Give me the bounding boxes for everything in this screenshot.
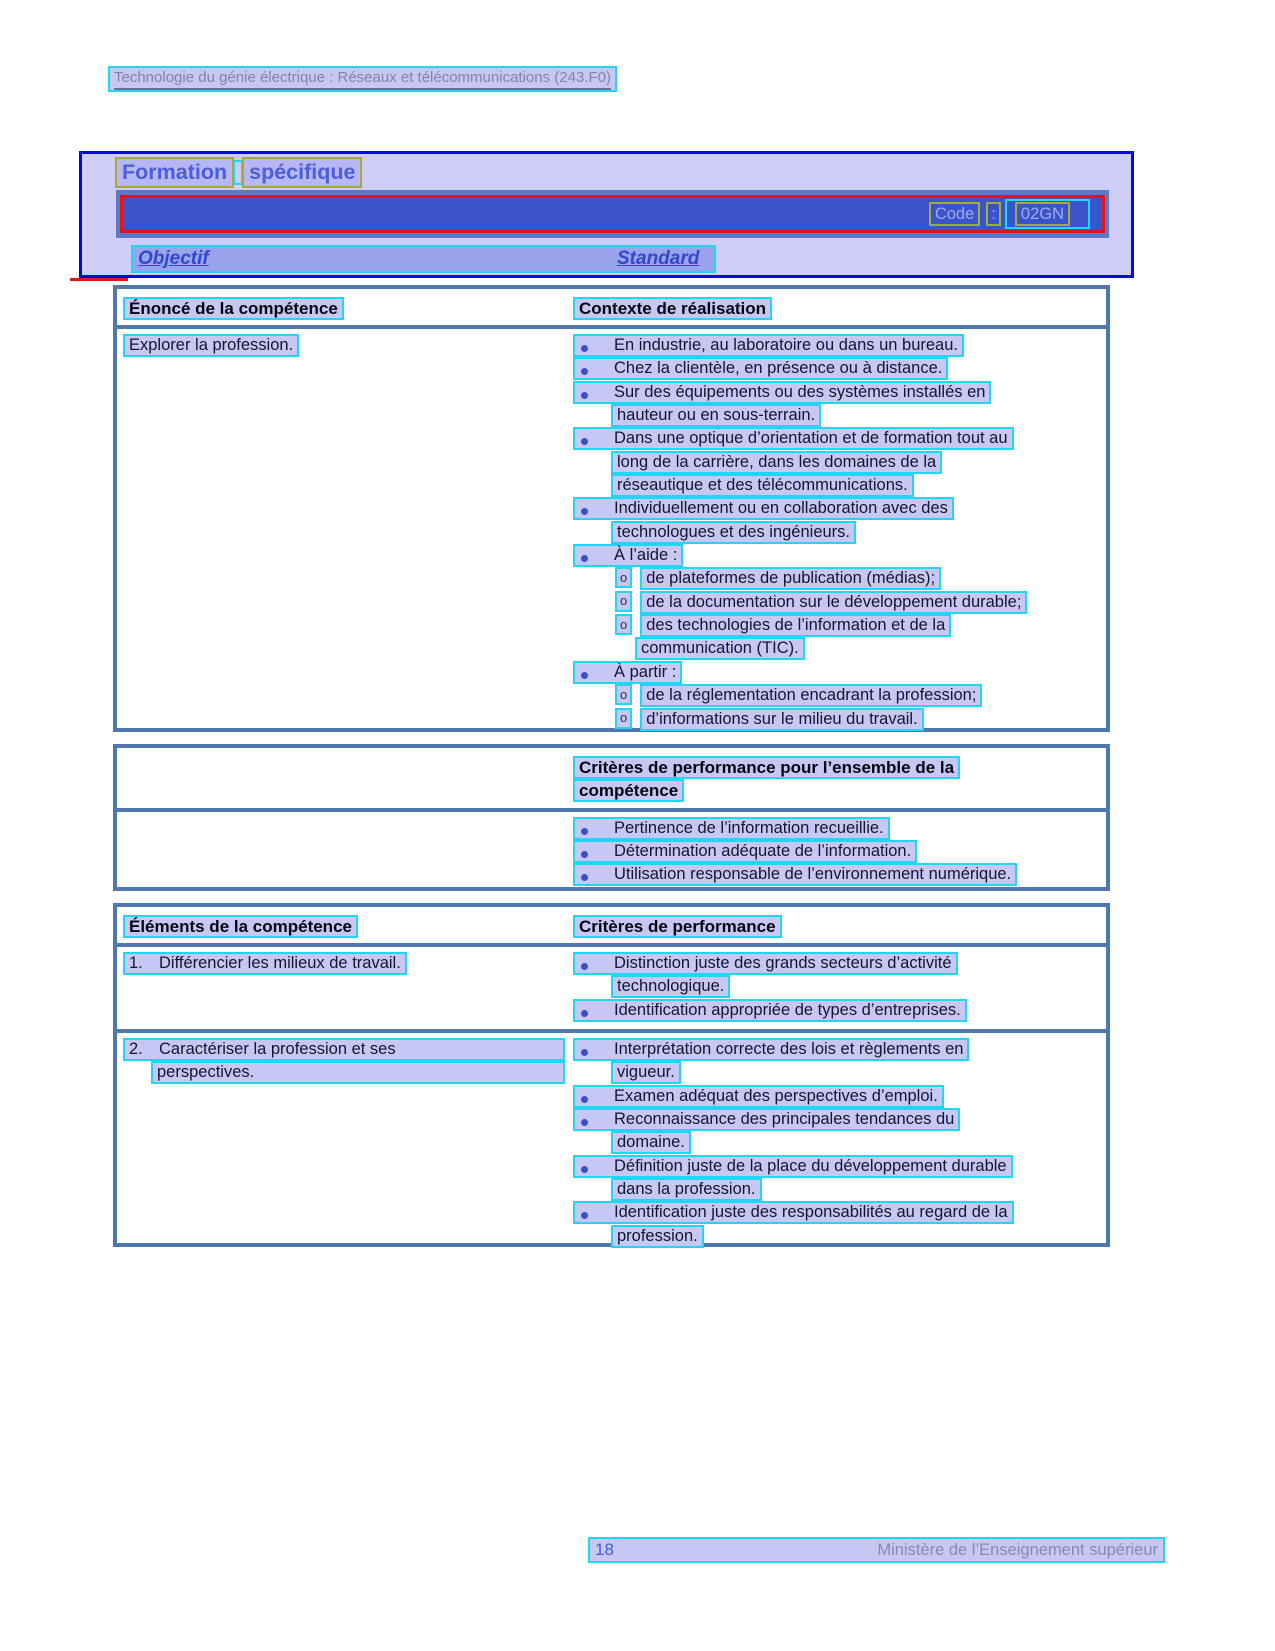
element-line	[123, 1061, 573, 1084]
text-line-box: Interprétation correcte des lois et règlements en	[614, 1040, 964, 1058]
text-line-box: profession.	[611, 1225, 704, 1248]
text-line-box: communication (TIC).	[635, 637, 805, 660]
text-line-box: Distinction juste des grands secteurs d’activité	[614, 954, 952, 972]
table1-header-cell-left	[123, 297, 573, 320]
column-header: Contexte de réalisation	[573, 297, 772, 320]
text-line-box	[573, 544, 683, 567]
text-line-box: Détermination adéquate de l’information.	[614, 842, 912, 861]
formation-specifique-banner	[79, 151, 1134, 278]
criteres-list	[573, 952, 1100, 1022]
text-line-box: Examen adéquat des perspectives d’emploi.	[614, 1086, 938, 1105]
text-line-box: Identification appropriée de types d’entreprises.	[614, 1000, 961, 1019]
element-number: 1.	[129, 954, 143, 972]
column-header: Critères de performance	[573, 915, 782, 938]
standard-heading: Standard	[617, 248, 700, 269]
criteres-ensemble-table	[113, 744, 1110, 891]
list-line	[573, 474, 1100, 497]
list-line	[573, 708, 1100, 731]
text-line-box: de la documentation sur le développement durable;	[640, 591, 1027, 614]
sub-bullet-icon: o	[615, 684, 632, 705]
bullet-icon	[581, 555, 588, 562]
list-line	[573, 381, 1100, 404]
banner-title-word-2: spécifique	[242, 157, 362, 188]
list-line	[573, 591, 1100, 614]
table1-header-cell-right	[573, 297, 1100, 320]
text-line-box	[573, 1038, 969, 1061]
list-line	[573, 1038, 1100, 1061]
page-number: 18	[595, 1540, 614, 1559]
text-line-box	[573, 497, 954, 520]
list-line	[573, 1131, 1100, 1154]
text-line-box: Reconnaissance des principales tendances du	[614, 1110, 955, 1129]
list-line	[573, 357, 1100, 380]
table-separator	[117, 808, 1106, 812]
list-line	[573, 684, 1100, 707]
text-line-box: En industrie, au laboratoire ou dans un bureau.	[614, 336, 958, 354]
list-line	[573, 427, 1100, 450]
text-line-box: Utilisation responsable de l’environnement numérique.	[614, 865, 1012, 884]
text-line-box: Identification juste des responsabilités au regard de la	[614, 1203, 1008, 1222]
text-line-box: hauteur ou en sous-terrain.	[611, 404, 821, 427]
ministry-name: Ministère de l’Enseignement supérieur	[877, 1540, 1158, 1559]
code-colon: :	[986, 202, 1001, 226]
enonce-text: Explorer la profession.	[123, 334, 299, 357]
text-line-box	[573, 817, 890, 840]
list-line	[573, 1155, 1100, 1178]
elements-criteres-table	[113, 903, 1110, 1247]
text-line-box: Sur des équipements ou des systèmes installés en	[614, 382, 986, 401]
running-header-text: Technologie du génie électrique : Réseaux et télécommunications (243.F0)	[114, 68, 611, 90]
bullet-icon	[581, 1212, 588, 1219]
text-line-box	[573, 1155, 1013, 1178]
code-bar	[120, 195, 1105, 233]
table2-header-cell-right	[573, 756, 1100, 803]
list-line	[573, 404, 1100, 427]
list-line	[573, 544, 1100, 567]
bullet-icon	[581, 392, 588, 399]
text-line-box: Dans une optique d’orientation et de formation tout au	[614, 429, 1008, 448]
objectif-heading: Objectif	[138, 248, 209, 269]
text-line-box	[573, 1108, 960, 1131]
text-line-box: d’informations sur le milieu du travail.	[640, 708, 923, 731]
banner-title-word-1: Formation	[115, 157, 234, 188]
red-annotation-fragment	[70, 278, 128, 281]
sub-bullet-icon: o	[615, 708, 632, 729]
column-header: Critères de performance pour l’ensemble de la	[573, 756, 960, 779]
bullet-icon	[581, 874, 588, 881]
text-line-box	[123, 952, 407, 975]
header-line	[573, 756, 1100, 779]
list-line	[573, 1108, 1100, 1131]
list-line	[573, 952, 1100, 975]
table-separator	[117, 1029, 1106, 1033]
bullet-icon	[581, 1010, 588, 1017]
context-bullet-list	[573, 334, 1100, 731]
text-line-box: technologique.	[611, 975, 730, 998]
text-line-box: Définition juste de la place du développement durable	[614, 1156, 1007, 1175]
text-line-box: Pertinence de l’information recueillie.	[614, 818, 884, 837]
sub-bullet-icon: o	[615, 567, 632, 588]
bullet-icon	[581, 851, 588, 858]
text-line-box	[573, 427, 1014, 450]
text-line-box	[123, 1038, 565, 1061]
bullet-icon	[581, 345, 588, 352]
list-line	[573, 1085, 1100, 1108]
table3-header-cell-right	[573, 915, 1100, 938]
bullet-icon	[581, 438, 588, 445]
text-line-box: technologues et des ingénieurs.	[611, 521, 856, 544]
text-line-box: vigueur.	[611, 1061, 681, 1084]
text-line-box	[573, 1201, 1014, 1224]
bullet-icon	[581, 1049, 588, 1056]
bullet-icon	[581, 963, 588, 970]
text-line-box: À partir :	[614, 662, 677, 681]
text-line-box: de la réglementation encadrant la profession;	[640, 684, 982, 707]
column-header: Éléments de la compétence	[123, 915, 358, 938]
list-line	[573, 614, 1100, 637]
element-number: 2.	[129, 1040, 143, 1058]
list-line	[573, 840, 1100, 863]
list-line	[573, 975, 1100, 998]
list-line	[573, 1178, 1100, 1201]
bullet-icon	[581, 1119, 588, 1126]
objectif-standard-row	[131, 245, 716, 273]
text-line-box: réseautique et des télécommunications.	[611, 474, 914, 497]
table3-header-row	[123, 915, 1100, 938]
bullet-icon	[581, 672, 588, 679]
criteres-list	[573, 1038, 1100, 1248]
sub-bullet-icon: o	[615, 614, 632, 635]
list-line	[573, 451, 1100, 474]
list-line	[573, 334, 1100, 357]
list-line	[573, 817, 1100, 840]
text-line-box: À l’aide :	[614, 546, 678, 565]
table3-header-cell-left	[123, 915, 573, 938]
competence-context-table	[113, 285, 1110, 732]
text-line-box: Chez la clientèle, en présence ou à distance.	[614, 359, 943, 378]
table-separator	[117, 943, 1106, 947]
text-line-box	[573, 334, 964, 357]
element-line	[123, 952, 573, 975]
code-value: 02GN	[1015, 202, 1070, 226]
header-line	[573, 779, 1100, 802]
text-line-box: de plateformes de publication (médias);	[640, 567, 941, 590]
sub-bullet-icon: o	[615, 591, 632, 612]
list-line	[573, 521, 1100, 544]
criteres-ensemble-list	[573, 817, 1100, 887]
bullet-icon	[581, 828, 588, 835]
table1-body-row	[123, 334, 1100, 731]
bullet-icon	[581, 368, 588, 375]
code-bar-strip	[116, 190, 1109, 238]
list-line	[573, 661, 1100, 684]
bullet-icon	[581, 508, 588, 515]
table-separator	[117, 325, 1106, 329]
bullet-icon	[581, 1096, 588, 1103]
page-footer	[588, 1537, 1165, 1563]
list-line	[573, 567, 1100, 590]
element-cell	[123, 952, 573, 975]
list-line	[573, 999, 1100, 1022]
text-line-box: long de la carrière, dans les domaines de la	[611, 451, 942, 474]
element-cell	[123, 1038, 573, 1085]
element-text: Différencier les milieux de travail.	[159, 954, 401, 972]
text-line-box	[573, 863, 1017, 886]
table3-row-1	[123, 952, 1100, 1024]
table2-body-row	[123, 817, 1100, 887]
banner-title	[115, 157, 362, 188]
column-header: compétence	[573, 779, 684, 802]
text-line-box	[573, 840, 917, 863]
list-line	[573, 1061, 1100, 1084]
list-line	[573, 1201, 1100, 1224]
text-line-box	[573, 661, 682, 684]
text-line-box	[573, 381, 991, 404]
code-value-highlight	[1005, 199, 1090, 229]
text-line-box	[573, 357, 948, 380]
text-line-box	[573, 1085, 944, 1108]
text-line-box: dans la profession.	[611, 1178, 762, 1201]
text-line-box	[573, 999, 967, 1022]
element-text: Caractériser la profession et ses	[159, 1040, 396, 1058]
text-line-box: domaine.	[611, 1131, 691, 1154]
column-header: Énoncé de la compétence	[123, 297, 344, 320]
list-line	[573, 1225, 1100, 1248]
code-label: Code	[929, 202, 980, 226]
element-text: perspectives.	[151, 1061, 565, 1084]
text-line-box: des technologies de l’information et de la	[640, 614, 951, 637]
running-header	[108, 66, 617, 92]
enonce-cell	[123, 334, 573, 357]
table1-header-row	[123, 297, 1100, 320]
element-line	[123, 1038, 573, 1061]
table3-row-2	[123, 1038, 1100, 1248]
list-line	[573, 497, 1100, 520]
list-line	[573, 863, 1100, 886]
text-line-box: Individuellement ou en collaboration avec des	[614, 499, 948, 518]
text-line-box	[573, 952, 958, 975]
list-line	[573, 637, 1100, 660]
bullet-icon	[581, 1166, 588, 1173]
table2-header-row	[123, 756, 1100, 803]
